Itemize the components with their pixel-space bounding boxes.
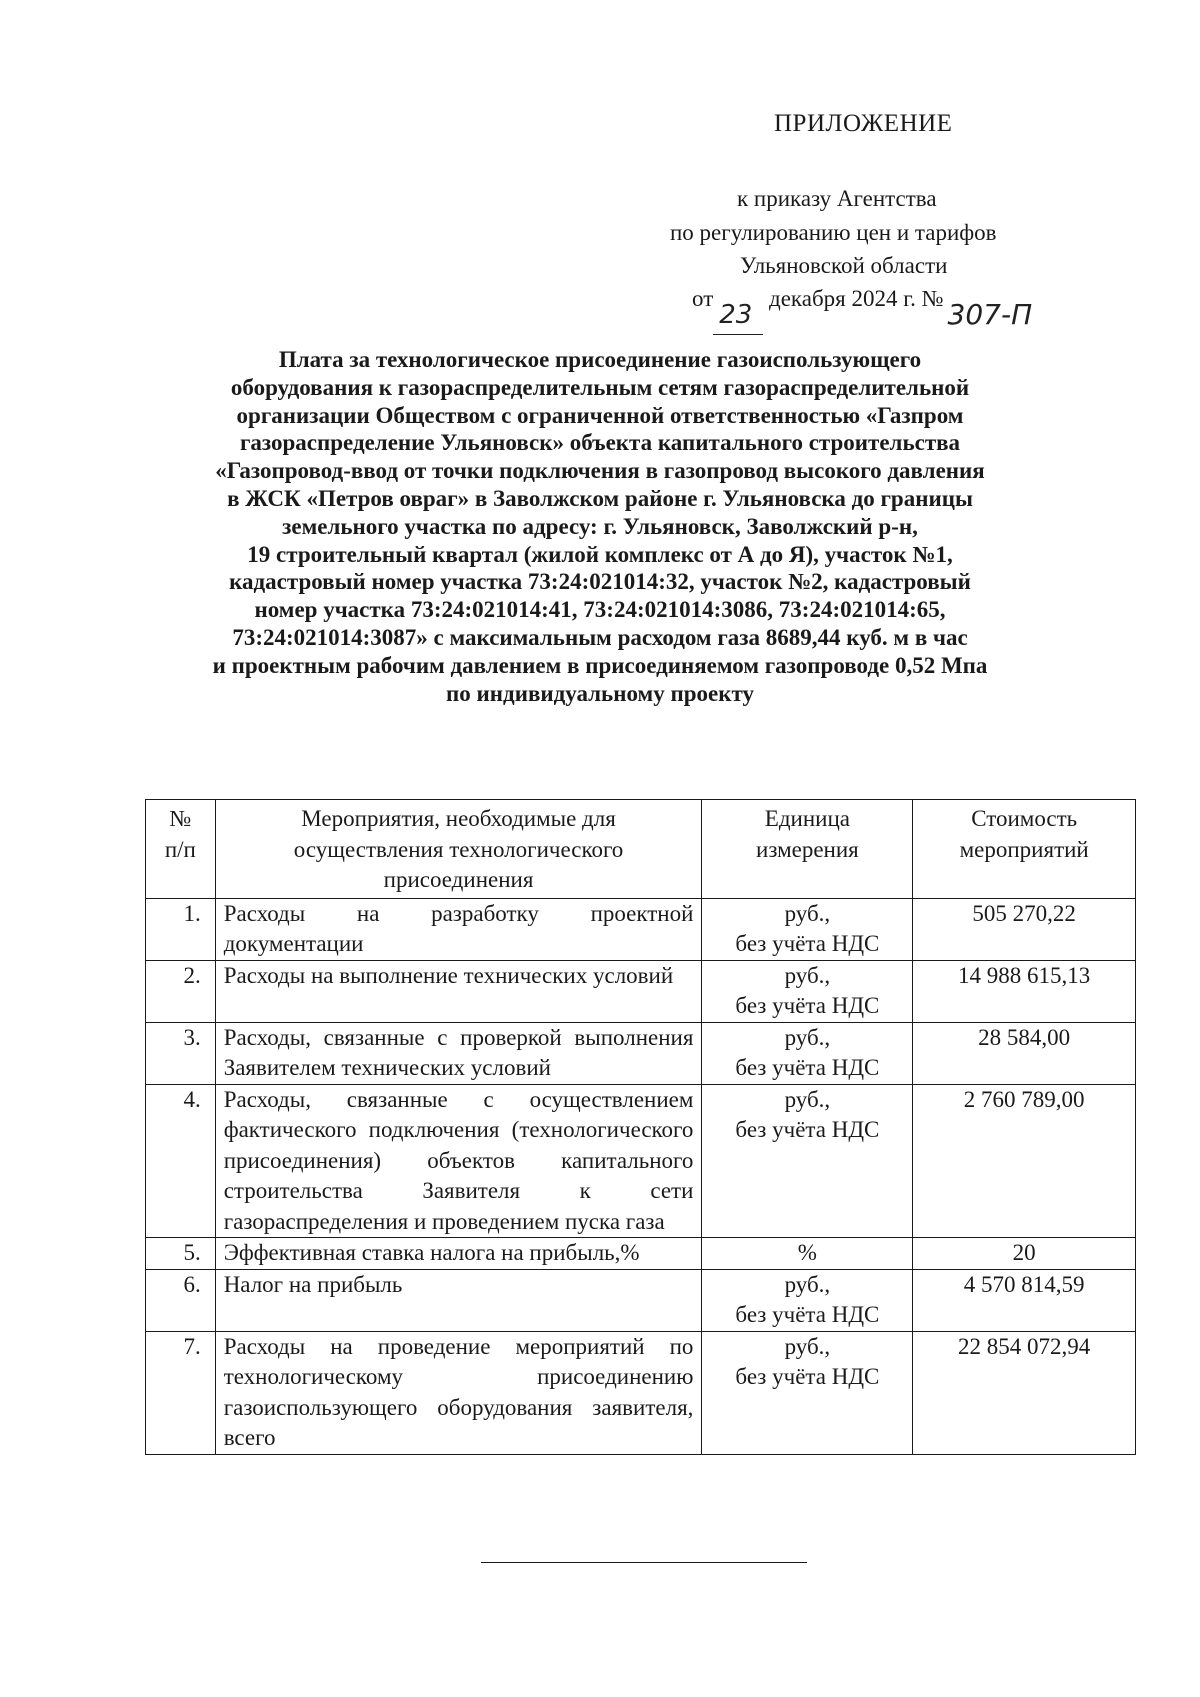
date-day: 23: [719, 300, 753, 330]
header-unit-line-2: измерения: [756, 836, 859, 862]
date-rest: декабря 2024 г. №: [769, 286, 944, 311]
row-unit-line-1: руб.,: [784, 1024, 831, 1050]
table-row: [146, 1238, 1136, 1270]
row-num: 3.: [146, 1022, 216, 1084]
appendix-date-line: [692, 286, 1064, 331]
row-unit-line-1: %: [797, 1240, 817, 1265]
header-activity-line-3: присоединения: [383, 867, 534, 892]
header-activity-line-2: осуществления технологического: [293, 836, 624, 862]
title-line-6: в ЖСК «Петров овраг» в Заволжском районе г. Ульяновска до границы: [227, 485, 973, 511]
row-unit-line-1: руб.,: [784, 1333, 831, 1359]
row-unit-line-1: руб.,: [784, 1086, 831, 1112]
row-cost: 505 270,22: [913, 898, 1136, 960]
row-activity: Расходы на разработку проектной документации: [215, 898, 702, 960]
header-cost-line-1: Стоимость: [971, 806, 1078, 831]
title-line-7: земельного участка по адресу: г. Ульяновск, Заволжский р-н,: [282, 513, 918, 539]
table-row: [146, 1269, 1136, 1331]
row-activity: Расходы, связанные с осуществлением фактического подключения (технологического присоединения) объектов капитального строительства Заявителя к сети газораспределения и проведением пуска газа: [215, 1084, 702, 1238]
row-num: 6.: [146, 1269, 216, 1331]
table-header-row: [146, 800, 1136, 899]
row-unit-line-2: без учёта НДС: [735, 1364, 880, 1389]
title-line-11: 73:24:021014:3087» с максимальным расходом газа 8689,44 куб. м в час: [232, 624, 968, 650]
table-row: [146, 1084, 1136, 1238]
row-cost: 4 570 814,59: [913, 1269, 1136, 1331]
row-unit: [702, 1084, 913, 1238]
document-title: [130, 346, 1070, 707]
title-line-10: номер участка 73:24:021014:41, 73:24:021014:3086, 73:24:021014:65,: [254, 597, 946, 623]
appendix-line-3: Ульяновской области: [740, 253, 948, 278]
row-cost: 2 760 789,00: [913, 1084, 1136, 1238]
row-unit-line-1: руб.,: [784, 1271, 831, 1297]
row-num: 7.: [146, 1331, 216, 1454]
appendix-line-2: по регулированию цен и тарифов: [670, 220, 997, 245]
title-line-3: организации Обществом с ограниченной ответственностью «Газпром: [236, 402, 964, 428]
row-num: 2.: [146, 960, 216, 1022]
row-unit-line-2: без учёта НДС: [735, 931, 880, 956]
row-cost: 22 854 072,94: [913, 1331, 1136, 1454]
row-unit: [702, 960, 913, 1022]
row-unit-line-2: без учёта НДС: [735, 993, 880, 1018]
row-num: 5.: [146, 1238, 216, 1270]
header-activity-line-1: Мероприятия, необходимые для: [301, 806, 616, 831]
row-unit-line-1: руб.,: [784, 962, 831, 988]
title-line-8: 19 строительный квартал (жилой комплекс от А до Я), участок №1,: [247, 541, 953, 567]
row-unit: [702, 1269, 913, 1331]
row-unit-line-2: без учёта НДС: [735, 1302, 880, 1327]
row-cost: 14 988 615,13: [913, 960, 1136, 1022]
header-num: [146, 800, 216, 899]
row-unit: [702, 1331, 913, 1454]
row-num: 1.: [146, 898, 216, 960]
fees-table: [145, 799, 1136, 1455]
row-cost: 20: [913, 1238, 1136, 1270]
table-row: [146, 1022, 1136, 1084]
header-cost: [913, 800, 1136, 899]
row-unit: [702, 898, 913, 960]
header-unit-line-1: Единица: [764, 806, 850, 831]
table-row: [146, 1331, 1136, 1454]
header-num-line-2: п/п: [164, 836, 196, 862]
row-unit-line-2: без учёта НДС: [735, 1117, 880, 1142]
date-day-underline: [713, 334, 763, 335]
row-unit-line-2: без учёта НДС: [735, 1055, 880, 1080]
appendix-title: ПРИЛОЖЕНИЕ: [774, 110, 953, 137]
closing-separator-line: [481, 1562, 807, 1563]
title-line-5: «Газопровод-ввод от точки подключения в газопровод высокого давления: [215, 458, 985, 484]
title-line-2: оборудования к газораспределительным сетям газораспределительной: [230, 374, 970, 400]
header-activity: [215, 800, 702, 899]
row-unit: [702, 1238, 913, 1270]
row-activity: Расходы, связанные с проверкой выполнения Заявителем технических условий: [215, 1022, 702, 1084]
title-line-1: Плата за технологическое присоединение газоиспользующего: [278, 347, 922, 372]
date-prefix: от: [692, 286, 714, 311]
row-num: 4.: [146, 1084, 216, 1238]
row-activity: Эффективная ставка налога на прибыль,%: [215, 1238, 702, 1270]
row-cost: 28 584,00: [913, 1022, 1136, 1084]
row-activity: Расходы на проведение мероприятий по технологическому присоединению газоиспользующего оборудования заявителя, всего: [215, 1331, 702, 1454]
title-line-12: и проектным рабочим давлением в присоединяемом газопроводе 0,52 Мпа: [212, 652, 988, 678]
row-unit: [702, 1022, 913, 1084]
table-row: [146, 898, 1136, 960]
header-unit: [702, 800, 913, 899]
title-line-9: кадастровый номер участка 73:24:021014:32, участок №2, кадастровый: [229, 569, 971, 595]
header-num-line-1: №: [169, 806, 192, 831]
row-activity: Расходы на выполнение технических условий: [215, 960, 702, 1022]
title-line-4: газораспределение Ульяновск» объекта капитального строительства: [239, 430, 961, 456]
title-line-13: по индивидуальному проекту: [446, 680, 754, 706]
appendix-line-1: к приказу Агентства: [737, 186, 937, 211]
row-unit-line-1: руб.,: [784, 900, 831, 926]
header-cost-line-2: мероприятий: [959, 836, 1089, 862]
table-row: [146, 960, 1136, 1022]
order-number: 307-П: [947, 298, 1033, 331]
row-activity: Налог на прибыль: [215, 1269, 702, 1331]
